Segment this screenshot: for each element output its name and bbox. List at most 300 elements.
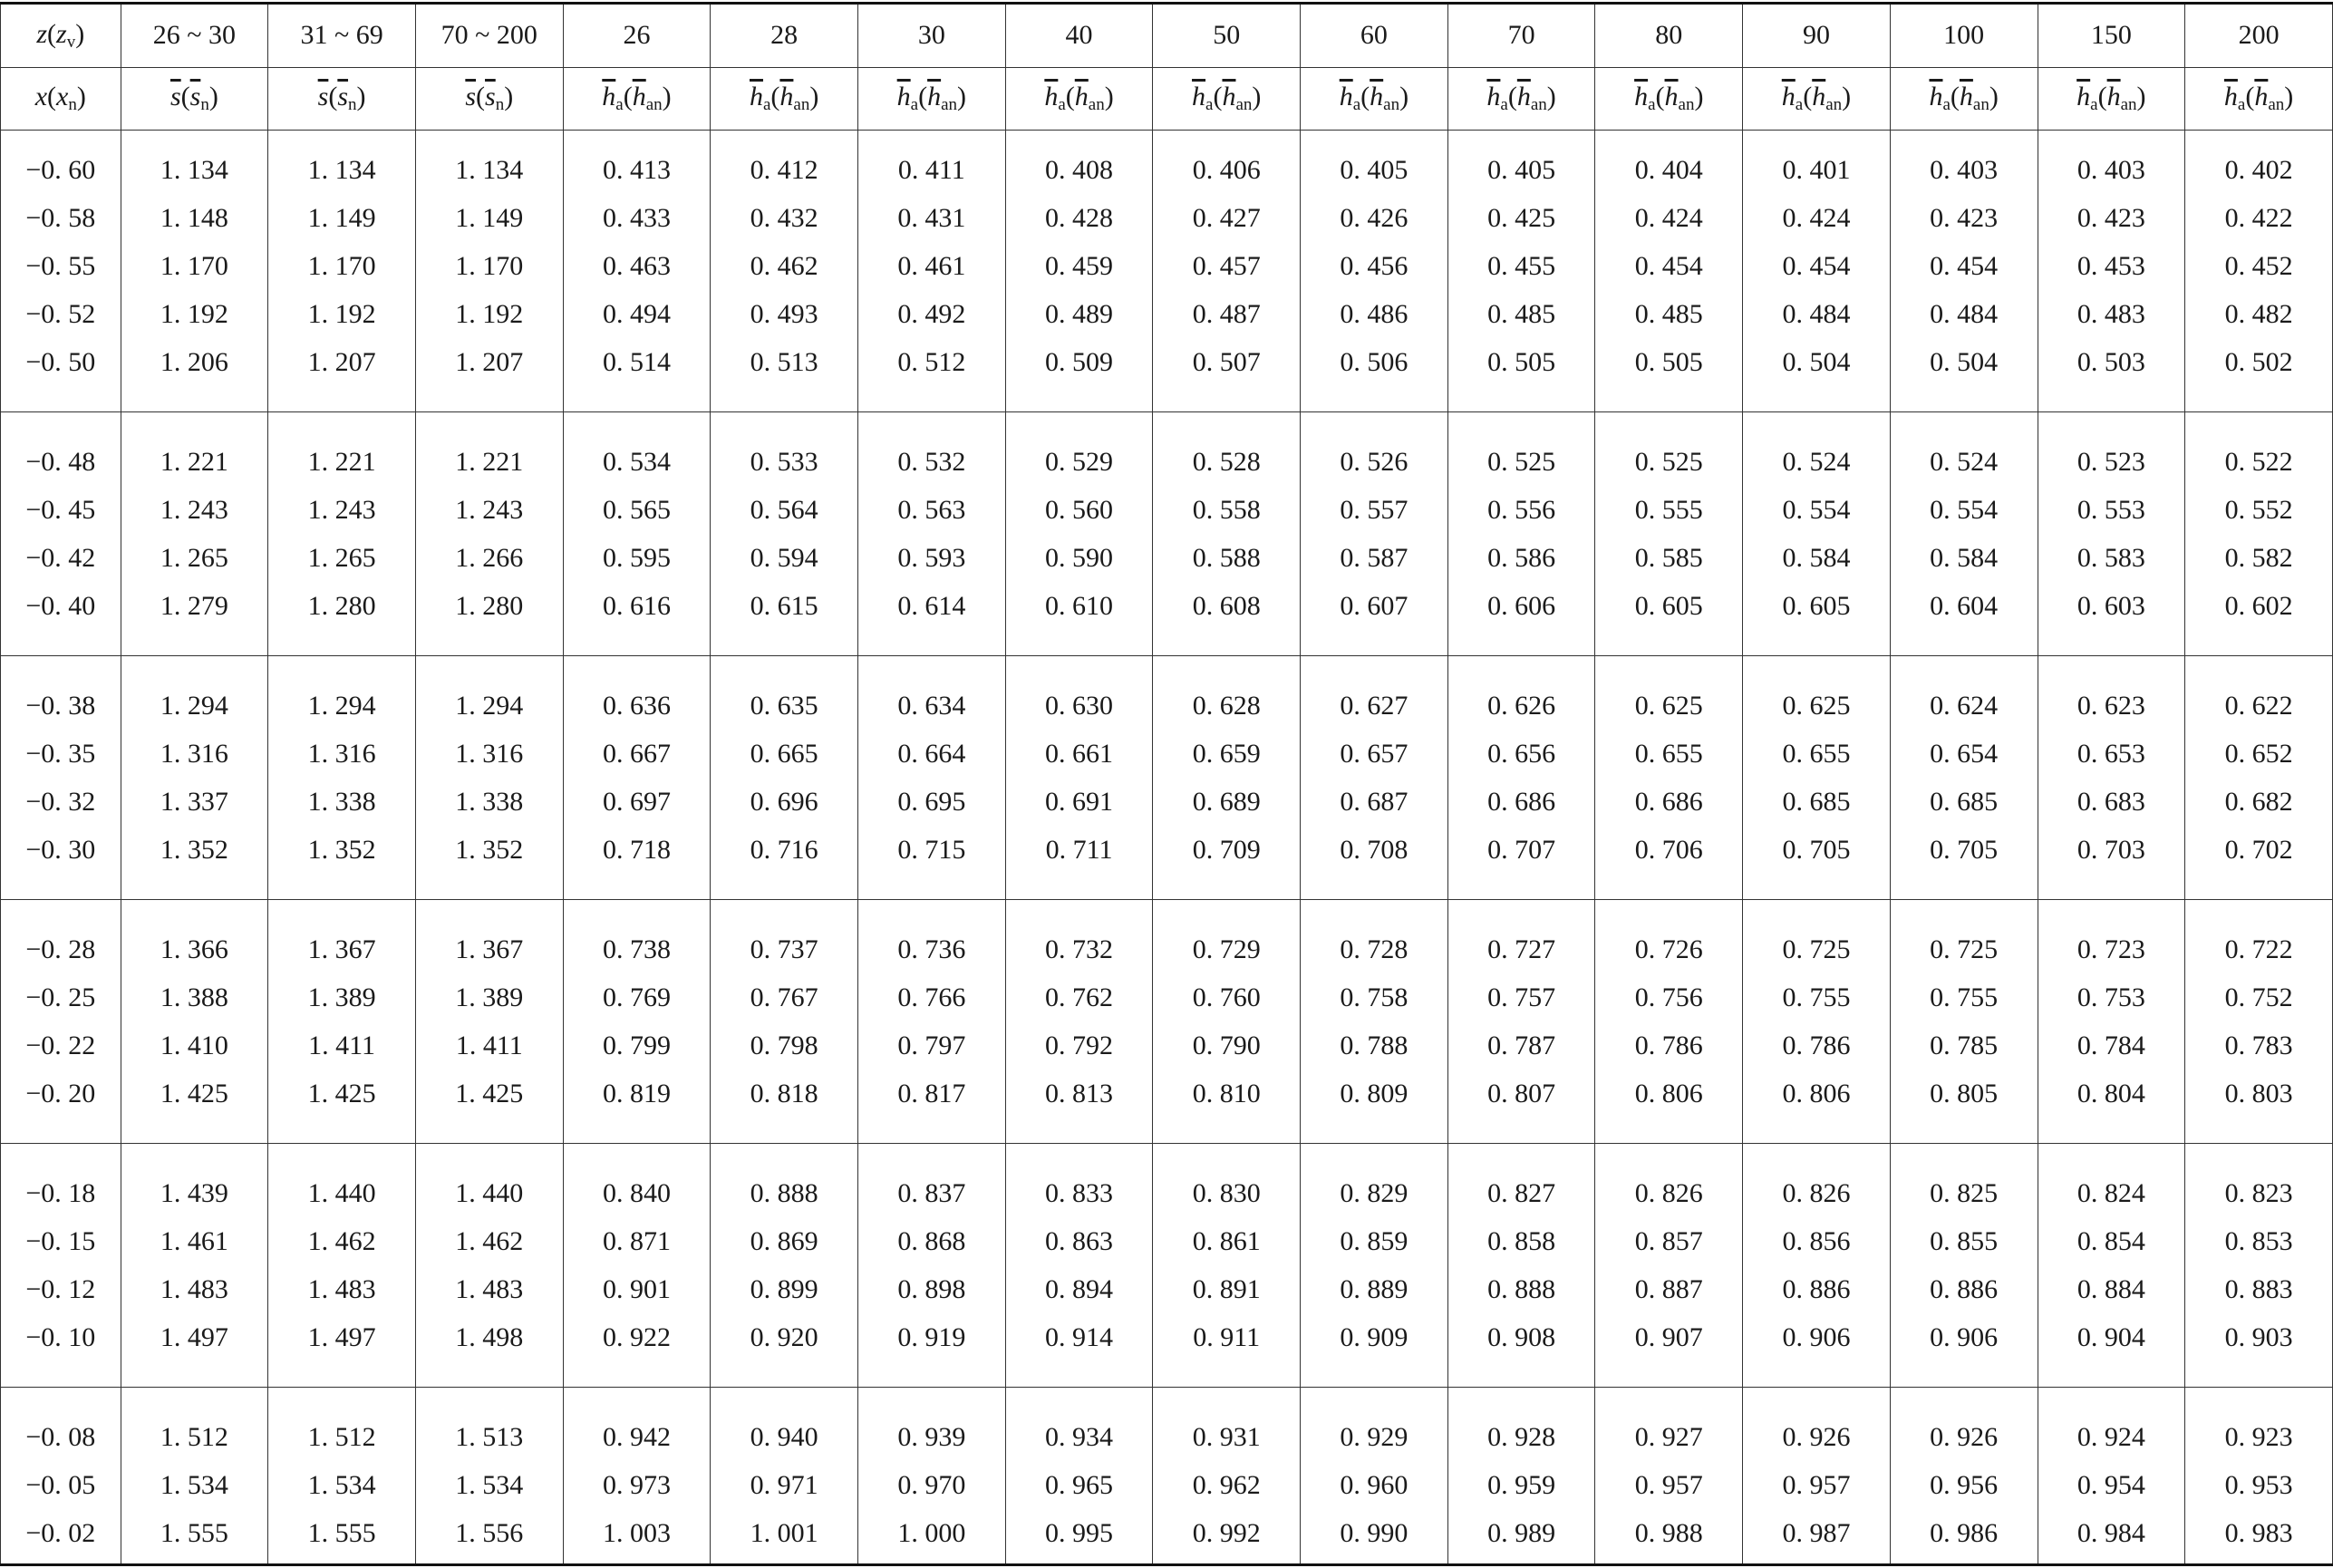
table-row: [1, 826, 2333, 874]
spacer-cell: [1890, 656, 2038, 682]
value-cell: 0. 986: [1890, 1509, 2038, 1557]
value-cell: 0. 558: [1153, 486, 1301, 534]
value-cell: 0. 425: [1447, 194, 1595, 242]
spacer-cell: [415, 631, 563, 656]
value-cell: 0. 857: [1595, 1217, 1743, 1265]
spacer-cell: [1005, 1361, 1153, 1387]
header-cell: 50: [1153, 4, 1301, 68]
value-cell: 0. 502: [2185, 338, 2333, 386]
value-cell: 0. 564: [711, 486, 858, 534]
spacer-cell: [1595, 412, 1743, 438]
spacer-cell: [563, 656, 711, 682]
spacer-cell: [1447, 130, 1595, 146]
value-cell: 0. 919: [858, 1313, 1006, 1361]
value-cell: 1. 265: [121, 534, 268, 582]
value-cell: 0. 615: [711, 582, 858, 630]
value-cell: 0. 533: [711, 438, 858, 486]
value-cell: 0. 855: [1890, 1217, 2038, 1265]
value-cell: 0. 934: [1005, 1413, 1153, 1461]
group-spacer: [1, 900, 2333, 925]
value-cell: 0. 485: [1595, 290, 1743, 338]
spacer-cell: [415, 1144, 563, 1169]
spacer-cell: [415, 900, 563, 925]
value-cell: 0. 405: [1447, 146, 1595, 194]
value-cell: 1. 352: [121, 826, 268, 874]
value-cell: 0. 603: [2038, 582, 2185, 630]
header-cell: 26 ~ 30: [121, 4, 268, 68]
spacer-cell: [1447, 631, 1595, 656]
value-cell: 1. 555: [268, 1509, 416, 1557]
value-cell: 1. 389: [268, 973, 416, 1021]
value-cell: 0. 705: [1890, 826, 2038, 874]
value-cell: 0. 728: [1301, 925, 1448, 973]
value-cell: 0. 729: [1153, 925, 1301, 973]
value-cell: 0. 784: [2038, 1021, 2185, 1070]
spacer-cell: [415, 1557, 563, 1564]
value-cell: 0. 554: [1890, 486, 2038, 534]
value-cell: 0. 706: [1595, 826, 1743, 874]
spacer-cell: [1743, 130, 1891, 146]
value-cell: 1. 497: [121, 1313, 268, 1361]
header-cell: 100: [1890, 4, 2038, 68]
spacer-cell: [1743, 656, 1891, 682]
value-cell: 0. 805: [1890, 1070, 2038, 1118]
value-cell: 0. 622: [2185, 682, 2333, 730]
value-cell: 0. 901: [563, 1265, 711, 1313]
spacer-cell: [1890, 1388, 2038, 1413]
header-cell: 200: [2185, 4, 2333, 68]
value-cell: 0. 659: [1153, 730, 1301, 778]
value-cell: 0. 887: [1595, 1265, 1743, 1313]
value-cell: 1. 512: [268, 1413, 416, 1461]
value-cell: 1. 410: [121, 1021, 268, 1070]
value-cell: 1. 411: [268, 1021, 416, 1070]
spacer-cell: [1447, 874, 1595, 899]
value-cell: 0. 696: [711, 778, 858, 826]
value-cell: 0. 403: [2038, 146, 2185, 194]
value-cell: 0. 824: [2038, 1169, 2185, 1217]
value-cell: 0. 487: [1153, 290, 1301, 338]
spacer-cell: [1005, 1118, 1153, 1143]
group-spacer: [1, 1557, 2333, 1564]
spacer-cell: [2185, 1388, 2333, 1413]
value-cell: 0. 526: [1301, 438, 1448, 486]
spacer-cell: [121, 631, 268, 656]
value-cell: 0. 513: [711, 338, 858, 386]
value-cell: 0. 665: [711, 730, 858, 778]
spacer-cell: [2185, 1118, 2333, 1143]
group-spacer: [1, 1144, 2333, 1169]
spacer-cell: [415, 412, 563, 438]
value-cell: 0. 509: [1005, 338, 1153, 386]
value-cell: 0. 960: [1301, 1461, 1448, 1509]
value-cell: 0. 456: [1301, 242, 1448, 290]
value-cell: 0. 810: [1153, 1070, 1301, 1118]
value-cell: 1. 243: [415, 486, 563, 534]
value-cell: 1. 294: [415, 682, 563, 730]
value-cell: 0. 635: [711, 682, 858, 730]
value-cell: 0. 825: [1890, 1169, 2038, 1217]
spacer-cell: [1301, 874, 1448, 899]
value-cell: 1. 266: [415, 534, 563, 582]
value-cell: 0. 911: [1153, 1313, 1301, 1361]
header-cell: $\overline{h}_a(\overline{h}_{an})$: [1595, 67, 1743, 130]
table-row: [1, 486, 2333, 534]
value-cell: 0. 524: [1890, 438, 2038, 486]
value-cell: 0. 792: [1005, 1021, 1153, 1070]
spacer-cell: [2038, 631, 2185, 656]
value-cell: 1. 439: [121, 1169, 268, 1217]
value-cell: 0. 868: [858, 1217, 1006, 1265]
spacer-cell: [1743, 387, 1891, 412]
table-row: [1, 194, 2333, 242]
value-cell: 1. 170: [415, 242, 563, 290]
spacer-cell: [1447, 1557, 1595, 1564]
value-cell: 1. 170: [121, 242, 268, 290]
spacer-cell: [1153, 900, 1301, 925]
spacer-cell: [1, 900, 121, 925]
header-row-x: [1, 67, 2333, 130]
value-cell: 0. 806: [1595, 1070, 1743, 1118]
spacer-cell: [1447, 1361, 1595, 1387]
spacer-cell: [268, 656, 416, 682]
spacer-cell: [711, 900, 858, 925]
spacer-cell: [1890, 1118, 2038, 1143]
spacer-cell: [1, 1557, 121, 1564]
header-cell: $x(x_n)$: [1, 67, 121, 130]
value-cell: 0. 888: [711, 1169, 858, 1217]
value-cell: 0. 594: [711, 534, 858, 582]
value-cell: 0. 886: [1890, 1265, 2038, 1313]
value-cell: 0. 427: [1153, 194, 1301, 242]
spacer-cell: [1301, 631, 1448, 656]
value-cell: 1. 192: [415, 290, 563, 338]
spacer-cell: [1595, 656, 1743, 682]
table-row: [1, 1313, 2333, 1361]
group-spacer: [1, 1361, 2333, 1387]
spacer-cell: [1890, 387, 2038, 412]
value-cell: 0. 954: [2038, 1461, 2185, 1509]
spacer-cell: [1301, 656, 1448, 682]
row-key-cell: −0. 10: [1, 1313, 121, 1361]
value-cell: 0. 459: [1005, 242, 1153, 290]
value-cell: 0. 653: [2038, 730, 2185, 778]
spacer-cell: [1743, 1118, 1891, 1143]
value-cell: 0. 760: [1153, 973, 1301, 1021]
value-cell: 1. 338: [268, 778, 416, 826]
spacer-cell: [1890, 874, 2038, 899]
value-cell: 0. 661: [1005, 730, 1153, 778]
value-cell: 0. 432: [711, 194, 858, 242]
value-cell: 0. 837: [858, 1169, 1006, 1217]
value-cell: 0. 705: [1743, 826, 1891, 874]
value-cell: 0. 806: [1743, 1070, 1891, 1118]
spacer-cell: [1595, 874, 1743, 899]
spacer-cell: [268, 1388, 416, 1413]
group-spacer: [1, 656, 2333, 682]
row-key-cell: −0. 52: [1, 290, 121, 338]
value-cell: 1. 316: [268, 730, 416, 778]
spacer-cell: [711, 1557, 858, 1564]
spacer-cell: [1890, 1557, 2038, 1564]
value-cell: 0. 424: [1595, 194, 1743, 242]
value-cell: 0. 462: [711, 242, 858, 290]
value-cell: 0. 708: [1301, 826, 1448, 874]
value-cell: 0. 799: [563, 1021, 711, 1070]
value-cell: 1. 316: [121, 730, 268, 778]
value-cell: 0. 585: [1595, 534, 1743, 582]
spacer-cell: [563, 1144, 711, 1169]
value-cell: 0. 664: [858, 730, 1006, 778]
spacer-cell: [1595, 1144, 1743, 1169]
header-cell: $\overline{h}_a(\overline{h}_{an})$: [1447, 67, 1595, 130]
data-table: [0, 2, 2333, 1566]
spacer-cell: [2038, 656, 2185, 682]
spacer-cell: [121, 387, 268, 412]
value-cell: 0. 563: [858, 486, 1006, 534]
value-cell: 0. 683: [2038, 778, 2185, 826]
spacer-cell: [2038, 387, 2185, 412]
value-cell: 0. 401: [1743, 146, 1891, 194]
value-cell: 0. 766: [858, 973, 1006, 1021]
value-cell: 0. 965: [1005, 1461, 1153, 1509]
spacer-cell: [563, 1388, 711, 1413]
value-cell: 0. 557: [1301, 486, 1448, 534]
value-cell: 0. 428: [1005, 194, 1153, 242]
value-cell: 0. 858: [1447, 1217, 1595, 1265]
value-cell: 0. 725: [1743, 925, 1891, 973]
value-cell: 0. 756: [1595, 973, 1743, 1021]
spacer-cell: [1153, 1557, 1301, 1564]
value-cell: 0. 755: [1890, 973, 2038, 1021]
spacer-cell: [858, 1118, 1006, 1143]
row-key-cell: −0. 22: [1, 1021, 121, 1070]
value-cell: 1. 206: [121, 338, 268, 386]
spacer-cell: [563, 900, 711, 925]
header-cell: $\overline{h}_a(\overline{h}_{an})$: [1743, 67, 1891, 130]
spacer-cell: [268, 874, 416, 899]
value-cell: 1. 556: [415, 1509, 563, 1557]
value-cell: 0. 854: [2038, 1217, 2185, 1265]
spacer-cell: [1153, 1118, 1301, 1143]
value-cell: 1. 534: [268, 1461, 416, 1509]
spacer-cell: [858, 656, 1006, 682]
value-cell: 0. 752: [2185, 973, 2333, 1021]
group-spacer: [1, 1118, 2333, 1143]
value-cell: 0. 889: [1301, 1265, 1448, 1313]
value-cell: 0. 762: [1005, 973, 1153, 1021]
spacer-cell: [711, 1361, 858, 1387]
spacer-cell: [1743, 631, 1891, 656]
spacer-cell: [1301, 1557, 1448, 1564]
value-cell: 0. 787: [1447, 1021, 1595, 1070]
spacer-cell: [1447, 387, 1595, 412]
spacer-cell: [1743, 412, 1891, 438]
group-spacer: [1, 387, 2333, 412]
value-cell: 0. 989: [1447, 1509, 1595, 1557]
row-key-cell: −0. 30: [1, 826, 121, 874]
value-cell: 0. 826: [1743, 1169, 1891, 1217]
row-key-cell: −0. 60: [1, 146, 121, 194]
value-cell: 0. 412: [711, 146, 858, 194]
table-row: [1, 1265, 2333, 1313]
value-cell: 1. 280: [415, 582, 563, 630]
spacer-cell: [2038, 1557, 2185, 1564]
spacer-cell: [1301, 130, 1448, 146]
spacer-cell: [268, 130, 416, 146]
row-key-cell: −0. 45: [1, 486, 121, 534]
row-key-cell: −0. 12: [1, 1265, 121, 1313]
spacer-cell: [1743, 1388, 1891, 1413]
value-cell: 0. 605: [1743, 582, 1891, 630]
value-cell: 0. 554: [1743, 486, 1891, 534]
header-cell: 31 ~ 69: [268, 4, 416, 68]
value-cell: 0. 657: [1301, 730, 1448, 778]
value-cell: 1. 534: [415, 1461, 563, 1509]
value-cell: 0. 920: [711, 1313, 858, 1361]
value-cell: 0. 628: [1153, 682, 1301, 730]
spacer-cell: [1153, 1361, 1301, 1387]
group-spacer: [1, 130, 2333, 146]
value-cell: 0. 588: [1153, 534, 1301, 582]
value-cell: 0. 813: [1005, 1070, 1153, 1118]
value-cell: 0. 853: [2185, 1217, 2333, 1265]
value-cell: 1. 462: [415, 1217, 563, 1265]
value-cell: 0. 883: [2185, 1265, 2333, 1313]
value-cell: 0. 732: [1005, 925, 1153, 973]
value-cell: 1. 555: [121, 1509, 268, 1557]
value-cell: 0. 403: [1890, 146, 2038, 194]
value-cell: 0. 492: [858, 290, 1006, 338]
spacer-cell: [563, 631, 711, 656]
spacer-cell: [2038, 412, 2185, 438]
value-cell: 0. 891: [1153, 1265, 1301, 1313]
spacer-cell: [268, 412, 416, 438]
value-cell: 0. 422: [2185, 194, 2333, 242]
value-cell: 0. 926: [1743, 1413, 1891, 1461]
value-cell: 1. 389: [415, 973, 563, 1021]
value-cell: 0. 922: [563, 1313, 711, 1361]
value-cell: 1. 367: [268, 925, 416, 973]
value-cell: 0. 532: [858, 438, 1006, 486]
value-cell: 1. 001: [711, 1509, 858, 1557]
value-cell: 0. 522: [2185, 438, 2333, 486]
value-cell: 1. 337: [121, 778, 268, 826]
value-cell: 0. 505: [1595, 338, 1743, 386]
value-cell: 0. 606: [1447, 582, 1595, 630]
value-cell: 0. 726: [1595, 925, 1743, 973]
spacer-cell: [2038, 130, 2185, 146]
spacer-cell: [415, 874, 563, 899]
spacer-cell: [121, 1144, 268, 1169]
value-cell: 1. 513: [415, 1413, 563, 1461]
value-cell: 1. 440: [415, 1169, 563, 1217]
spacer-cell: [1447, 656, 1595, 682]
value-cell: 1. 243: [268, 486, 416, 534]
value-cell: 0. 529: [1005, 438, 1153, 486]
value-cell: 0. 652: [2185, 730, 2333, 778]
value-cell: 0. 927: [1595, 1413, 1743, 1461]
header-cell: 26: [563, 4, 711, 68]
value-cell: 0. 565: [563, 486, 711, 534]
value-cell: 0. 736: [858, 925, 1006, 973]
value-cell: 1. 192: [268, 290, 416, 338]
value-cell: 0. 489: [1005, 290, 1153, 338]
value-cell: 0. 627: [1301, 682, 1448, 730]
value-cell: 0. 555: [1595, 486, 1743, 534]
value-cell: 0. 709: [1153, 826, 1301, 874]
value-cell: 0. 931: [1153, 1413, 1301, 1461]
value-cell: 0. 833: [1005, 1169, 1153, 1217]
spacer-cell: [711, 1388, 858, 1413]
spacer-cell: [1890, 1361, 2038, 1387]
value-cell: 0. 859: [1301, 1217, 1448, 1265]
spacer-cell: [1, 1118, 121, 1143]
spacer-cell: [2185, 130, 2333, 146]
value-cell: 0. 903: [2185, 1313, 2333, 1361]
spacer-cell: [121, 1388, 268, 1413]
value-cell: 0. 898: [858, 1265, 1006, 1313]
spacer-cell: [415, 130, 563, 146]
value-cell: 0. 823: [2185, 1169, 2333, 1217]
row-key-cell: −0. 28: [1, 925, 121, 973]
spacer-cell: [1, 130, 121, 146]
value-cell: 0. 586: [1447, 534, 1595, 582]
spacer-cell: [2038, 1388, 2185, 1413]
table-row: [1, 146, 2333, 194]
value-cell: 0. 942: [563, 1413, 711, 1461]
value-cell: 0. 689: [1153, 778, 1301, 826]
value-cell: 0. 797: [858, 1021, 1006, 1070]
spacer-cell: [268, 1118, 416, 1143]
spacer-cell: [1005, 1144, 1153, 1169]
value-cell: 0. 426: [1301, 194, 1448, 242]
value-cell: 1. 265: [268, 534, 416, 582]
spacer-cell: [2185, 631, 2333, 656]
header-cell: $\overline{h}_a(\overline{h}_{an})$: [711, 67, 858, 130]
value-cell: 0. 503: [2038, 338, 2185, 386]
header-cell: 80: [1595, 4, 1743, 68]
value-cell: 0. 973: [563, 1461, 711, 1509]
value-cell: 0. 523: [2038, 438, 2185, 486]
value-cell: 0. 405: [1301, 146, 1448, 194]
value-cell: 1. 483: [415, 1265, 563, 1313]
value-cell: 0. 408: [1005, 146, 1153, 194]
row-key-cell: −0. 15: [1, 1217, 121, 1265]
value-cell: 1. 279: [121, 582, 268, 630]
spacer-cell: [1, 631, 121, 656]
spacer-cell: [2038, 874, 2185, 899]
value-cell: 0. 602: [2185, 582, 2333, 630]
value-cell: 1. 149: [415, 194, 563, 242]
spacer-cell: [2185, 387, 2333, 412]
spacer-cell: [2185, 1557, 2333, 1564]
value-cell: 0. 723: [2038, 925, 2185, 973]
table-row: [1, 1070, 2333, 1118]
spacer-cell: [1, 1144, 121, 1169]
header-cell: $\overline{s}(\overline{s}_n)$: [415, 67, 563, 130]
header-cell: $\overline{h}_a(\overline{h}_{an})$: [563, 67, 711, 130]
value-cell: 0. 525: [1447, 438, 1595, 486]
spacer-cell: [2038, 900, 2185, 925]
value-cell: 0. 926: [1890, 1413, 2038, 1461]
value-cell: 0. 718: [563, 826, 711, 874]
value-cell: 0. 707: [1447, 826, 1595, 874]
table-row: [1, 290, 2333, 338]
value-cell: 0. 959: [1447, 1461, 1595, 1509]
spacer-cell: [415, 1388, 563, 1413]
value-cell: 0. 604: [1890, 582, 2038, 630]
